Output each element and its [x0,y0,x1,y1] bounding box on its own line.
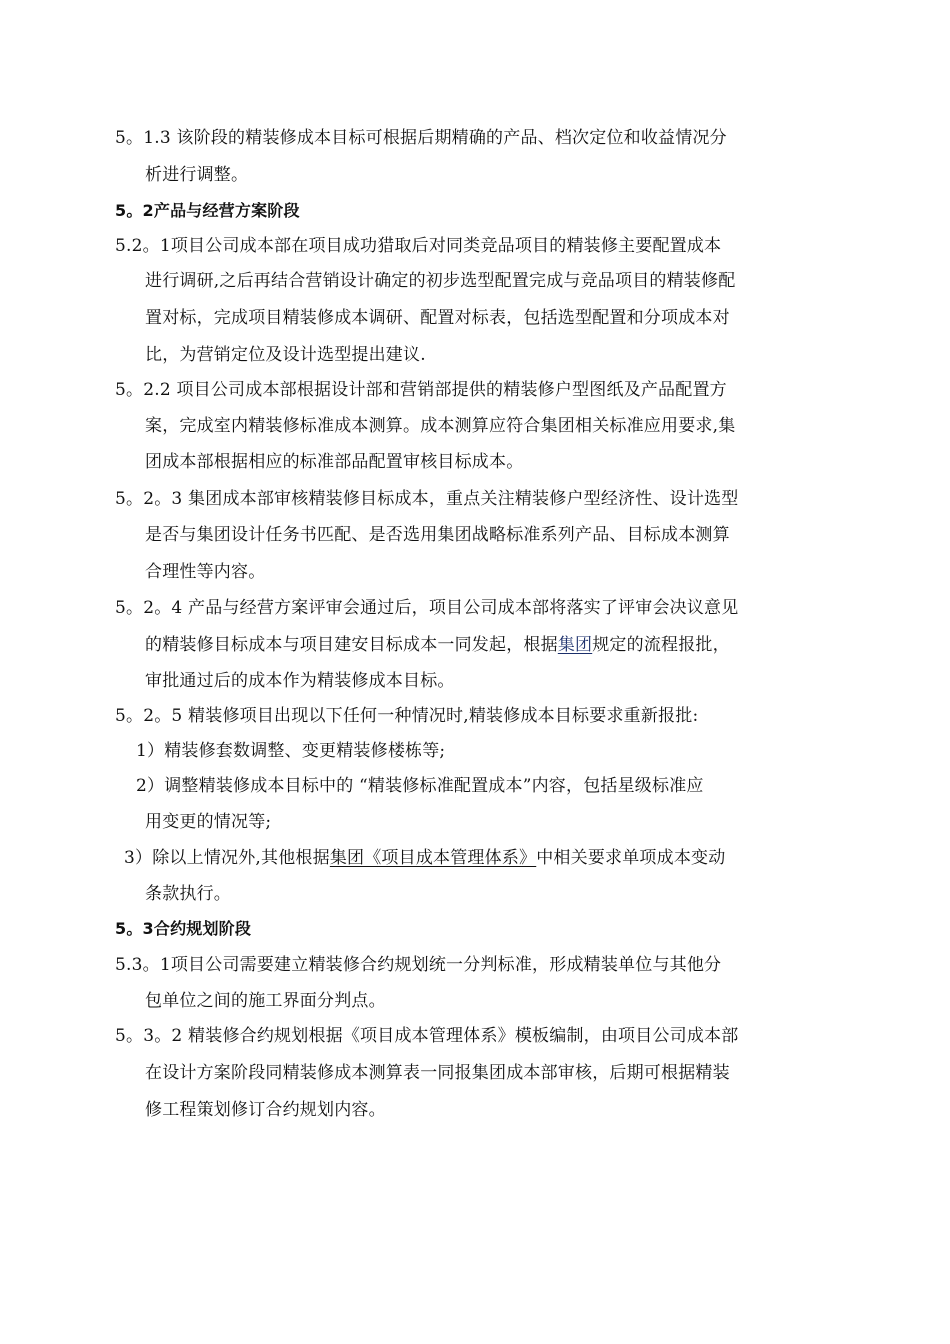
paragraph-5-2-3-line-1 [115,487,738,511]
text: 5。1.3 该阶段的精装修成本目标可根据后期精确的产品、档次定位和收益情况分 [115,128,727,148]
paragraph-5-2-2-line-3 [145,450,523,474]
text: 3）除以上情况外,其他根据 [124,848,330,868]
paragraph-5-3-1-line-1 [115,953,721,977]
paragraph-5-2-4-line-1 [115,596,738,620]
text: 1）精装修套数调整、变更精装修楼栋等; [136,741,446,761]
paragraph-5-3-2-line-1 [115,1024,738,1048]
text: 5.2。1项目公司成本部在项目成功猎取后对同类竞品项目的精装修主要配置成本 [115,236,722,256]
paragraph-5-2-1-line-1 [115,234,721,258]
text: 析进行调整。 [145,165,249,185]
text: 比，为营销定位及设计选型提出建议. [145,345,426,365]
list-item-2-line-1 [136,774,704,798]
heading-text: 5。3合约规划阶段 [115,919,252,938]
text: 条款执行。 [145,884,231,904]
text: 规定的流程报批， [592,635,730,655]
text: 团成本部根据相应的标准部品配置审核目标成本。 [145,452,524,472]
paragraph-5-2-2-line-2 [145,414,735,438]
section-heading-5-3 [115,917,251,941]
text: 修工程策划修订合约规划内容。 [145,1100,386,1120]
paragraph-5-1-3-line-1 [115,126,727,150]
paragraph-5-2-3-line-3 [145,560,265,584]
group-link[interactable]: 集团 [557,635,593,655]
paragraph-5-2-1-line-2 [145,269,735,293]
text: 5。2。3 集团成本部审核精装修目标成本，重点关注精装修户型经济性、设计选型 [115,489,739,509]
cost-system-reference[interactable]: 集团《项目成本管理体系》 [329,848,537,868]
paragraph-5-2-1-line-4 [145,343,426,367]
paragraph-5-2-3-line-2 [145,523,730,547]
paragraph-5-3-1-line-2 [145,989,386,1013]
paragraph-5-3-2-line-2 [145,1061,730,1085]
text: 的精装修目标成本与项目建安目标成本一同发起，根据 [145,635,558,655]
text: 案，完成室内精装修标准成本测算。成本测算应符合集团相关标准应用要求,集 [145,416,736,436]
text: 5。3。2 精装修合约规划根据《项目成本管理体系》模板编制，由项目公司成本部 [115,1026,739,1046]
text: 5。2。5 精装修项目出现以下任何一种情况时,精装修成本目标要求重新报批: [115,706,699,726]
text: 包单位之间的施工界面分判点。 [145,991,386,1011]
paragraph-5-3-2-line-3 [145,1098,386,1122]
text: 5。2。4 产品与经营方案评审会通过后，项目公司成本部将落实了评审会决议意见 [115,598,739,618]
text: 在设计方案阶段同精装修成本测算表一同报集团成本部审核，后期可根据精装 [145,1063,730,1083]
text: 5。2.2 项目公司成本部根据设计部和营销部提供的精装修户型图纸及产品配置方 [115,380,727,400]
text: 置对标，完成项目精装修成本调研、配置对标表，包括选型配置和分项成本对 [145,308,730,328]
section-heading-5-2 [115,199,300,223]
text: 进行调研,之后再结合营销设计确定的初步选型配置完成与竞品项目的精装修配 [145,271,736,291]
text: 5.3。1项目公司需要建立精装修合约规划统一分判标准，形成精装单位与其他分 [115,955,722,975]
text: 2）调整精装修成本目标中的 “精装修标准配置成本”内容，包括星级标准应 [136,776,704,796]
paragraph-5-2-1-line-3 [145,306,730,330]
paragraph-5-1-3-line-2 [145,163,248,187]
paragraph-5-2-4-line-3 [145,669,455,693]
text: 是否与集团设计任务书匹配、是否选用集团战略标准系列产品、目标成本测算 [145,525,730,545]
text: 合理性等内容。 [145,562,266,582]
list-item-3-line-2 [145,882,231,906]
paragraph-5-2-4-line-2 [145,633,730,657]
list-item-2-line-2 [145,810,271,834]
paragraph-5-2-5-line-1 [115,704,698,728]
text: 用变更的情况等; [145,812,272,832]
text: 审批通过后的成本作为精装修成本目标。 [145,671,455,691]
text: 中相关要求单项成本变动 [536,848,726,868]
list-item-1 [136,739,445,763]
heading-text: 5。2产品与经营方案阶段 [115,201,300,220]
list-item-3-line-1 [124,846,725,870]
paragraph-5-2-2-line-1 [115,378,727,402]
